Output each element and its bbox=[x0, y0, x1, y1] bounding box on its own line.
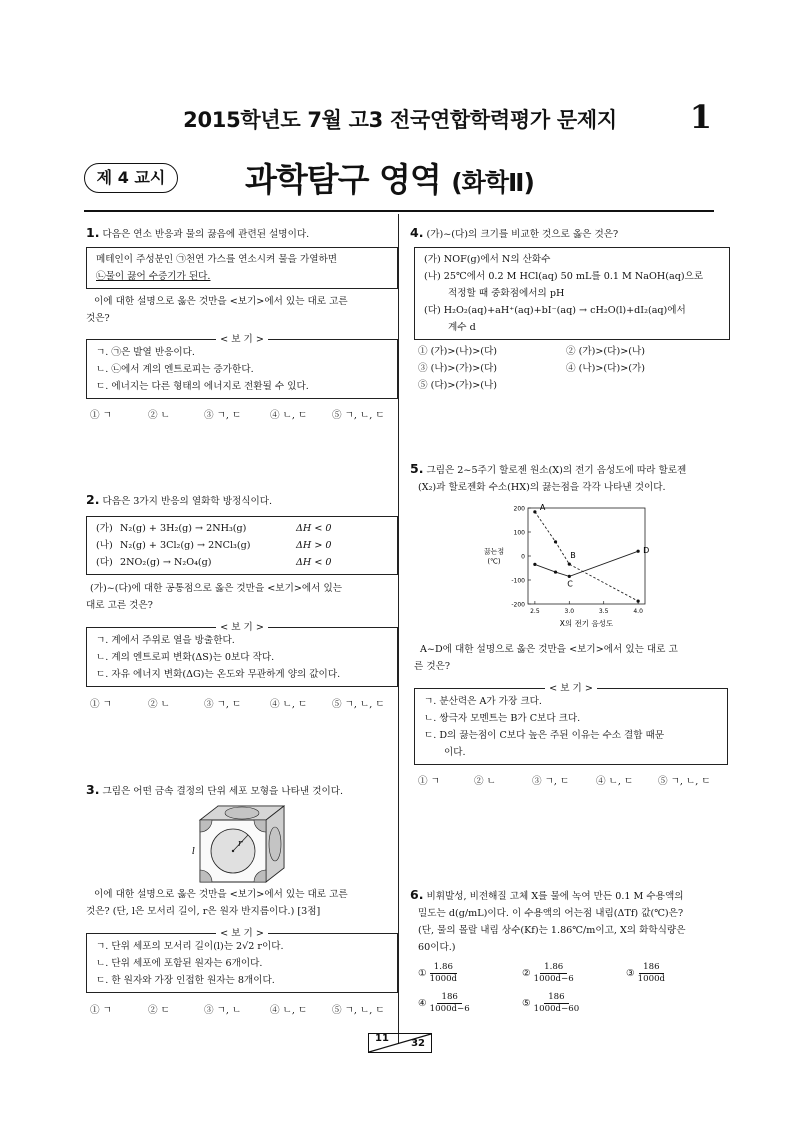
q6-option-3[interactable] bbox=[626, 962, 665, 985]
q2-eq3-text: 2NO₂(g) → N₂O₄(g) bbox=[120, 557, 212, 568]
q1-ask-line1: 이에 대한 설명으로 옳은 것만을 <보기>에서 있는 대로 고른 bbox=[94, 296, 348, 307]
q5-ask-line1: A~D에 대한 설명으로 옳은 것만을 <보기>에서 있는 대로 고 bbox=[420, 644, 678, 655]
q1-options bbox=[90, 407, 385, 421]
subject-main: 과학탐구 영역 bbox=[245, 160, 452, 199]
q2-eq3-label: (다) bbox=[96, 557, 113, 568]
period-badge: 제 4 교시 bbox=[84, 163, 178, 193]
q6-option-3-den: 1000d bbox=[637, 973, 666, 984]
q6-option-5-den: 1000d−60 bbox=[533, 1003, 580, 1014]
y-tick-label: -100 bbox=[511, 577, 525, 585]
q5-options bbox=[418, 773, 711, 787]
q2-equation-box bbox=[86, 516, 398, 575]
q5-option-4[interactable]: ④ ㄴ, ㄷ bbox=[596, 776, 634, 787]
q6-option-4-den: 1000d−6 bbox=[429, 1003, 470, 1014]
q2-eq1-label: (가) bbox=[96, 523, 113, 534]
q1-item-2: ㄴ. ㉡에서 계의 엔트로피는 증가한다. bbox=[96, 364, 254, 375]
q2-item-2: ㄴ. 계의 엔트로피 변화(ΔS)는 0보다 작다. bbox=[96, 652, 275, 663]
q2-option-3[interactable]: ③ ㄱ, ㄷ bbox=[204, 699, 242, 710]
q1-bogi bbox=[86, 334, 398, 399]
q1-stem-text: 다음은 연소 반응과 물의 끓음에 관련된 설명이다. bbox=[102, 229, 310, 240]
subject-sub: (화학Ⅱ) bbox=[451, 168, 534, 197]
data-point bbox=[637, 600, 640, 603]
q1-box-line2: ㉡물이 끓어 수증기가 된다. bbox=[96, 271, 211, 282]
x-tick-label: 2.5 bbox=[530, 608, 540, 615]
q1-ask bbox=[86, 293, 398, 327]
q5-option-5[interactable]: ⑤ ㄱ, ㄴ, ㄷ bbox=[658, 776, 711, 787]
q5-stem bbox=[410, 460, 716, 496]
data-point bbox=[533, 563, 536, 566]
q2-options bbox=[90, 696, 385, 710]
q5-stem-line2: (X₂)과 할로젠화 수소(HX)의 끓는점을 각각 나타낸 것이다. bbox=[418, 482, 666, 493]
x-tick-label: 3.5 bbox=[598, 608, 609, 615]
q5-item-3: ㄷ. D의 끓는점이 C보다 높은 주된 이유는 수소 결합 때문 bbox=[424, 730, 665, 741]
data-point bbox=[568, 575, 571, 578]
point-label-b: B bbox=[570, 551, 576, 561]
q2-number: 2. bbox=[86, 492, 100, 507]
q6-option-1[interactable] bbox=[418, 962, 522, 985]
q1-option-3[interactable]: ③ ㄱ, ㄷ bbox=[204, 410, 242, 421]
q2-eq2-text: N₂(g) + 3Cl₂(g) → 2NCl₃(g) bbox=[120, 540, 251, 551]
q4-line-a: (가) NOF(g)에서 N의 산화수 bbox=[424, 254, 551, 265]
q1-bogi-title: < 보 기 > bbox=[216, 334, 268, 345]
q5-stem-line1: 그림은 2~5주기 할로젠 원소(X)의 전기 음성도에 따라 할로젠 bbox=[426, 465, 687, 476]
x-tick-label: 3.0 bbox=[564, 608, 575, 615]
q5-ask-line2: 른 것은? bbox=[414, 661, 450, 672]
q6-option-4-mark: ④ bbox=[418, 997, 427, 1009]
page-total: 32 bbox=[411, 1038, 425, 1049]
q3-option-1[interactable]: ① ㄱ bbox=[90, 1005, 112, 1016]
data-point bbox=[554, 570, 557, 573]
x-axis-label: X의 전기 음성도 bbox=[559, 619, 614, 628]
q5-option-2[interactable]: ② ㄴ bbox=[474, 776, 496, 787]
unit-cell-figure bbox=[192, 802, 288, 886]
q3-option-4[interactable]: ④ ㄴ, ㄷ bbox=[270, 1005, 308, 1016]
q2-item-3: ㄷ. 자유 에너지 변화(ΔG)는 온도와 무관하게 양의 값이다. bbox=[96, 669, 341, 680]
q6-number: 6. bbox=[410, 887, 424, 902]
q3-bogi bbox=[86, 928, 398, 993]
data-point bbox=[568, 563, 571, 566]
q4-stem bbox=[410, 224, 618, 243]
q5-ask bbox=[414, 641, 716, 675]
q3-item-2: ㄴ. 단위 세포에 포함된 원자는 6개이다. bbox=[96, 958, 263, 969]
q2-eq1-text: N₂(g) + 3H₂(g) → 2NH₃(g) bbox=[120, 523, 247, 534]
q2-eq1 bbox=[96, 520, 388, 537]
q2-bogi-title: < 보 기 > bbox=[216, 622, 268, 633]
q3-option-5[interactable]: ⑤ ㄱ, ㄴ, ㄷ bbox=[332, 1005, 385, 1016]
q4-options bbox=[418, 343, 708, 394]
q6-option-2-den: 1000d−6 bbox=[533, 973, 574, 984]
q4-line-c2: 계수 d bbox=[448, 322, 476, 333]
q1-option-1[interactable]: ① ㄱ bbox=[90, 410, 112, 421]
q2-item-1: ㄱ. 계에서 주위로 열을 방출한다. bbox=[96, 635, 235, 646]
q6-option-3-mark: ③ bbox=[626, 967, 635, 979]
q6-option-1-mark: ① bbox=[418, 967, 427, 979]
q3-item-3: ㄷ. 한 원자와 가장 인접한 원자는 8개이다. bbox=[96, 975, 275, 986]
radius-label: r bbox=[238, 839, 243, 849]
q3-item-1: ㄱ. 단위 세포의 모서리 길이(l)는 2√2 r이다. bbox=[96, 941, 284, 952]
q3-bogi-title: < 보 기 > bbox=[216, 928, 268, 939]
q2-option-5[interactable]: ⑤ ㄱ, ㄴ, ㄷ bbox=[332, 699, 385, 710]
q6-option-5-num: 186 bbox=[544, 992, 568, 1004]
q3-stem-text: 그림은 어떤 금속 결정의 단위 세포 모형을 나타낸 것이다. bbox=[102, 786, 344, 797]
q2-bogi bbox=[86, 622, 398, 687]
q2-option-4[interactable]: ④ ㄴ, ㄷ bbox=[270, 699, 308, 710]
q5-item-3-cont: 이다. bbox=[444, 747, 466, 758]
q5-item-2: ㄴ. 쌍극자 모멘트는 B가 C보다 크다. bbox=[424, 713, 581, 724]
q6-option-2-num: 1.86 bbox=[540, 962, 567, 974]
subject-title bbox=[245, 154, 534, 201]
q6-stem-line2: 밀도는 d(g/mL)이다. 이 수용액의 어는점 내림(ΔTf) 값(℃)은? bbox=[418, 908, 684, 919]
q1-ask-line2: 것은? bbox=[86, 313, 110, 324]
q6-stem bbox=[410, 886, 718, 956]
q1-stem bbox=[86, 224, 309, 243]
q3-ask bbox=[86, 886, 398, 920]
page-number: 1 bbox=[689, 98, 712, 136]
q1-item-3: ㄷ. 에너지는 다른 형태의 에너지로 전환될 수 있다. bbox=[96, 381, 309, 392]
q2-option-2[interactable]: ② ㄴ bbox=[148, 699, 170, 710]
q5-item-1: ㄱ. 분산력은 A가 가장 크다. bbox=[424, 696, 542, 707]
q2-ask-line1: (가)~(다)에 대한 공통점으로 옳은 것만을 <보기>에서 있는 bbox=[90, 583, 343, 594]
q6-stem-line4: 60이다.) bbox=[418, 942, 456, 953]
page-current: 11 bbox=[375, 1033, 389, 1044]
q5-bogi-title: < 보 기 > bbox=[545, 683, 597, 694]
q2-eq3-dh: ΔH < 0 bbox=[296, 557, 332, 568]
q2-eq2-label: (나) bbox=[96, 540, 113, 551]
column-divider bbox=[398, 214, 399, 1044]
q1-box-line1: 메테인이 주성분인 ㉠천연 가스를 연소시켜 물을 가열하면 bbox=[96, 254, 338, 265]
q6-option-4[interactable] bbox=[418, 992, 522, 1015]
q4-line-b2: 적정할 때 중화점에서의 pH bbox=[448, 288, 565, 299]
q3-ask-line1: 이에 대한 설명으로 옳은 것만을 <보기>에서 있는 대로 고른 bbox=[94, 889, 348, 900]
q4-option-4[interactable]: ④ (나)>(다)>(가) bbox=[566, 363, 645, 374]
q1-item-1: ㄱ. ㉠은 발열 반응이다. bbox=[96, 347, 195, 358]
q2-ask-line2: 대로 고른 것은? bbox=[86, 600, 153, 611]
q5-option-3[interactable]: ③ ㄱ, ㄷ bbox=[532, 776, 570, 787]
face-center-atom-top bbox=[225, 807, 259, 819]
y-tick-label: 0 bbox=[521, 553, 525, 561]
q6-option-1-num: 1.86 bbox=[430, 962, 457, 974]
q1-option-4[interactable]: ④ ㄴ, ㄷ bbox=[270, 410, 308, 421]
q2-eq2-dh: ΔH > 0 bbox=[296, 540, 332, 551]
q6-option-1-den: 1000d bbox=[429, 973, 458, 984]
exam-title: 2015학년도 7월 고3 전국연합학력평가 문제지 bbox=[183, 108, 617, 132]
point-label-a: A bbox=[539, 502, 546, 512]
y-tick-label: 200 bbox=[513, 505, 525, 513]
q6-stem-line3: (단, 물의 몰랄 내림 상수(Kf)는 1.86℃/m이고, X의 화학식량은 bbox=[418, 925, 686, 936]
y-tick-label: 100 bbox=[513, 529, 525, 537]
point-label-d: D bbox=[643, 546, 650, 556]
point-label-c: C bbox=[567, 579, 573, 589]
q3-number: 3. bbox=[86, 782, 100, 797]
q2-ask bbox=[86, 580, 398, 614]
q3-option-3[interactable]: ③ ㄱ, ㄴ bbox=[204, 1005, 242, 1016]
y-tick-label: -200 bbox=[511, 601, 525, 609]
series-line-2 bbox=[535, 551, 638, 576]
q4-option-1[interactable]: ① (가)>(나)>(다) bbox=[418, 346, 497, 357]
q1-option-5[interactable]: ⑤ ㄱ, ㄴ, ㄷ bbox=[332, 410, 385, 421]
q2-stem bbox=[86, 491, 272, 510]
q4-number: 4. bbox=[410, 225, 424, 240]
q2-option-1[interactable]: ① ㄱ bbox=[90, 699, 112, 710]
q4-stem-text: (가)~(다)의 크기를 비교한 것으로 옳은 것은? bbox=[426, 229, 619, 240]
q1-number: 1. bbox=[86, 225, 100, 240]
face-center-atom-right bbox=[269, 827, 281, 861]
q6-options bbox=[418, 960, 718, 1017]
q1-info-box bbox=[86, 247, 398, 289]
y-axis-label: 끓는점 bbox=[483, 547, 505, 556]
data-point bbox=[554, 540, 557, 543]
header-rule bbox=[84, 210, 714, 212]
q2-eq3 bbox=[96, 554, 388, 571]
data-point bbox=[533, 510, 536, 513]
q4-option-3[interactable]: ③ (나)>(가)>(다) bbox=[418, 363, 497, 374]
page-indicator bbox=[368, 1033, 432, 1053]
q5-option-1[interactable]: ① ㄱ bbox=[418, 776, 440, 787]
q4-option-5[interactable]: ⑤ (다)>(가)>(나) bbox=[418, 380, 497, 391]
q1-option-2[interactable]: ② ㄴ bbox=[148, 410, 170, 421]
q4-line-b1: (나) 25℃에서 0.2 M HCl(aq) 50 mL를 0.1 M NaOH(aq)으로 bbox=[424, 271, 704, 282]
q6-option-5[interactable] bbox=[522, 992, 579, 1015]
plot-frame bbox=[528, 508, 645, 604]
q6-option-2[interactable] bbox=[522, 962, 626, 985]
q6-option-4-num: 186 bbox=[437, 992, 461, 1004]
y-axis-unit: (℃) bbox=[487, 557, 501, 566]
q4-line-c1: (다) H₂O₂(aq)+aH⁺(aq)+bI⁻(aq) → cH₂O(l)+dI₂(aq)에서 bbox=[424, 305, 686, 316]
q2-eq2 bbox=[96, 537, 388, 554]
edge-length-label: l bbox=[192, 847, 195, 857]
data-point bbox=[637, 550, 640, 553]
q3-options bbox=[90, 1002, 385, 1016]
q4-info-box bbox=[414, 247, 730, 340]
q6-option-3-num: 186 bbox=[639, 962, 663, 974]
q3-ask-line2: 것은? (단, l은 모서리 길이, r은 원자 반지름이다.) [3점] bbox=[86, 906, 321, 917]
q4-option-2[interactable]: ② (가)>(다)>(나) bbox=[566, 346, 645, 357]
q5-bogi bbox=[414, 683, 728, 765]
q3-option-2[interactable]: ② ㄷ bbox=[148, 1005, 170, 1016]
x-tick-label: 4.0 bbox=[633, 608, 643, 615]
q5-number: 5. bbox=[410, 461, 424, 476]
atom-center-dot bbox=[232, 850, 234, 852]
q2-eq1-dh: ΔH < 0 bbox=[296, 523, 332, 534]
boiling-point-chart bbox=[470, 500, 680, 635]
q2-stem-text: 다음은 3가지 반응의 열화학 방정식이다. bbox=[102, 496, 273, 507]
q3-stem bbox=[86, 781, 343, 800]
q6-option-2-mark: ② bbox=[522, 967, 531, 979]
q6-option-5-mark: ⑤ bbox=[522, 997, 531, 1009]
q6-stem-line1: 비휘발성, 비전해질 고체 X를 물에 녹여 만든 0.1 M 수용액의 bbox=[426, 891, 684, 902]
